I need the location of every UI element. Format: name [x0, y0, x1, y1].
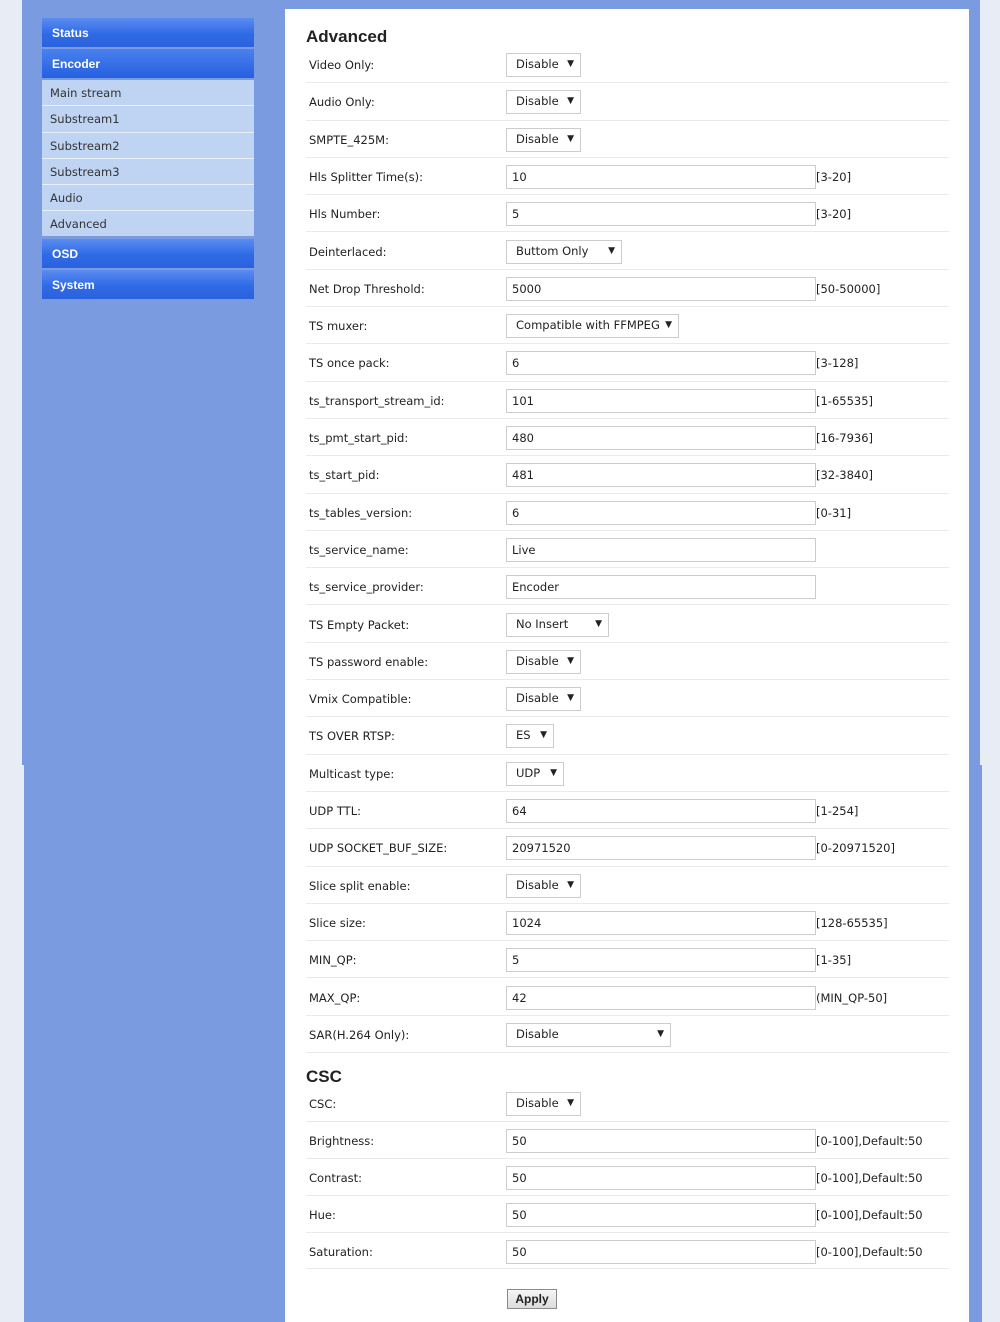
ts-muxer-select-value: Compatible with FFMPEG	[516, 318, 660, 333]
multicast-type-label: Multicast type:	[309, 766, 395, 781]
form-row	[306, 904, 949, 941]
hls-splitter-time-s-input[interactable]: 10	[506, 165, 816, 189]
sidebar-item-encoder[interactable]: Encoder	[42, 49, 254, 80]
sar-h-264-only-label: SAR(H.264 Only):	[309, 1027, 410, 1042]
hue-range-hint: [0-100],Default:50	[816, 1207, 923, 1222]
ts-service-provider-input[interactable]: Encoder	[506, 575, 816, 599]
ts-start-pid-input[interactable]: 481	[506, 463, 816, 487]
net-drop-threshold-input[interactable]: 5000	[506, 277, 816, 301]
slice-size-range-hint: [128-65535]	[816, 915, 888, 930]
form-row	[306, 195, 949, 232]
dropdown-arrow-icon: ▼	[567, 59, 574, 69]
ts-over-rtsp-select[interactable]	[506, 724, 554, 748]
vmix-compatible-select[interactable]	[506, 687, 581, 711]
audio-only-label: Audio Only:	[309, 95, 375, 110]
deinterlaced-label: Deinterlaced:	[309, 244, 387, 259]
min-qp-input[interactable]: 5	[506, 948, 816, 972]
apply-button[interactable]: Apply	[507, 1289, 557, 1309]
sidebar-subitem-main-stream[interactable]: Main stream	[42, 80, 254, 106]
ts-muxer-label: TS muxer:	[309, 319, 368, 334]
slice-split-enable-select[interactable]	[506, 874, 581, 898]
form-row	[306, 46, 949, 83]
ts-start-pid-range-hint: [32-3840]	[816, 468, 874, 483]
video-only-select[interactable]	[506, 53, 581, 77]
net-drop-threshold-label: Net Drop Threshold:	[309, 281, 425, 296]
slice-size-label: Slice size:	[309, 915, 366, 930]
ts-password-enable-select[interactable]	[506, 650, 581, 674]
ts-tables-version-input[interactable]: 6	[506, 501, 816, 525]
form-row	[306, 829, 949, 866]
ts-once-pack-label: TS once pack:	[309, 356, 390, 371]
contrast-range-hint: [0-100],Default:50	[816, 1170, 923, 1185]
ts-over-rtsp-label: TS OVER RTSP:	[309, 729, 395, 744]
form-row	[306, 1196, 949, 1233]
contrast-label: Contrast:	[309, 1170, 363, 1185]
sidebar-item-status[interactable]: Status	[42, 18, 254, 49]
deinterlaced-select-value: Buttom Only	[516, 243, 589, 258]
video-only-label: Video Only:	[309, 58, 375, 72]
ts-tables-version-label: ts_tables_version:	[309, 505, 413, 520]
settings-panel	[285, 9, 969, 1322]
ts-once-pack-range-hint: [3-128]	[816, 356, 859, 371]
sidebar-item-system[interactable]: System	[42, 270, 254, 301]
form-row	[306, 1233, 949, 1270]
hls-number-input[interactable]: 5	[506, 202, 816, 226]
sidebar-item-osd[interactable]: OSD	[42, 239, 254, 270]
hls-splitter-time-s-range-hint: [3-20]	[816, 169, 852, 184]
dropdown-arrow-icon: ▼	[550, 767, 557, 778]
form-row	[306, 233, 949, 270]
ts-empty-packet-select-value: No Insert	[516, 616, 569, 631]
form-row	[306, 270, 949, 307]
audio-only-select-value: Disable	[516, 94, 559, 109]
brightness-range-hint: [0-100],Default:50	[816, 1133, 923, 1148]
max-qp-input[interactable]: 42	[506, 986, 816, 1010]
dropdown-arrow-icon: ▼	[608, 245, 615, 256]
form-row	[306, 568, 949, 605]
max-qp-range-hint: (MIN_QP-50]	[816, 990, 888, 1005]
saturation-range-hint: [0-100],Default:50	[816, 1244, 923, 1259]
ts-muxer-select[interactable]	[506, 314, 679, 338]
ts-over-rtsp-select-value: ES	[516, 728, 531, 743]
ts-service-provider-label: ts_service_provider:	[309, 580, 424, 595]
sidebar-subitem-substream1[interactable]: Substream1	[42, 106, 254, 132]
udp-ttl-label: UDP TTL:	[309, 804, 361, 818]
form-row	[306, 83, 949, 120]
sidebar-subitem-audio[interactable]: Audio	[42, 185, 254, 211]
form-row	[306, 867, 949, 904]
udp-socket-buf-size-input[interactable]: 20971520	[506, 836, 816, 860]
csc-select-value: Disable	[516, 1096, 559, 1110]
slice-size-input[interactable]: 1024	[506, 911, 816, 935]
form-row	[306, 979, 949, 1016]
ts-service-name-input[interactable]: Live	[506, 538, 816, 562]
ts-transport-stream-id-label: ts_transport_stream_id:	[309, 393, 445, 408]
ts-pmt-start-pid-range-hint: [16-7936]	[816, 431, 874, 445]
ts-service-name-label: ts_service_name:	[309, 542, 409, 557]
brightness-input[interactable]: 50	[506, 1129, 816, 1153]
saturation-label: Saturation:	[309, 1244, 373, 1259]
form-row	[306, 680, 949, 717]
udp-socket-buf-size-range-hint: [0-20971520]	[816, 841, 895, 856]
video-only-select-value: Disable	[516, 57, 559, 71]
sar-h-264-only-select-value: Disable	[516, 1026, 559, 1041]
ts-empty-packet-select[interactable]	[506, 613, 609, 637]
dropdown-arrow-icon: ▼	[567, 1098, 574, 1108]
form-row	[306, 1016, 949, 1053]
dropdown-arrow-icon: ▼	[567, 655, 574, 666]
form-row	[306, 419, 949, 456]
ts-pmt-start-pid-label: ts_pmt_start_pid:	[309, 431, 409, 445]
form-row	[306, 344, 949, 381]
dropdown-arrow-icon: ▼	[540, 730, 547, 741]
form-row	[306, 382, 949, 419]
contrast-input[interactable]: 50	[506, 1166, 816, 1190]
hls-splitter-time-s-label: Hls Splitter Time(s):	[309, 169, 423, 184]
dropdown-arrow-icon: ▼	[567, 133, 574, 144]
min-qp-label: MIN_QP:	[309, 953, 357, 968]
udp-socket-buf-size-label: UDP SOCKET_BUF_SIZE:	[309, 841, 448, 856]
deinterlaced-select[interactable]	[506, 240, 622, 264]
form-row	[306, 494, 949, 531]
hue-label: Hue:	[309, 1207, 336, 1222]
section-title-advanced: Advanced	[306, 27, 388, 46]
section-title-csc: CSC	[306, 1067, 342, 1086]
form-row	[306, 606, 949, 643]
audio-only-select[interactable]	[506, 90, 581, 114]
vmix-compatible-label: Vmix Compatible:	[309, 692, 412, 707]
udp-ttl-range-hint: [1-254]	[816, 804, 859, 818]
smpte-425m-select[interactable]	[506, 128, 581, 152]
vmix-compatible-select-value: Disable	[516, 691, 559, 706]
ts-tables-version-range-hint: [0-31]	[816, 505, 852, 520]
dropdown-arrow-icon: ▼	[567, 879, 574, 890]
ts-password-enable-label: TS password enable:	[309, 654, 429, 669]
max-qp-label: MAX_QP:	[309, 990, 361, 1005]
ts-once-pack-input[interactable]: 6	[506, 351, 816, 375]
ts-empty-packet-label: TS Empty Packet:	[309, 617, 410, 632]
form-row	[306, 1122, 949, 1159]
ts-pmt-start-pid-input[interactable]: 480	[506, 426, 816, 450]
brightness-label: Brightness:	[309, 1133, 375, 1148]
ts-password-enable-select-value: Disable	[516, 653, 559, 668]
sar-h-264-only-select[interactable]	[506, 1023, 671, 1047]
dropdown-arrow-icon: ▼	[595, 618, 602, 629]
ts-start-pid-label: ts_start_pid:	[309, 468, 380, 483]
saturation-input[interactable]: 50	[506, 1240, 816, 1264]
min-qp-range-hint: [1-35]	[816, 953, 852, 968]
sidebar-subitem-substream2[interactable]: Substream2	[42, 133, 254, 159]
form-row	[306, 1085, 949, 1122]
sidebar-subitem-advanced[interactable]: Advanced	[42, 211, 254, 239]
form-row	[306, 121, 949, 158]
csc-label: CSC:	[309, 1097, 337, 1111]
form-row	[306, 158, 949, 195]
form-row	[306, 456, 949, 493]
multicast-type-select-value: UDP	[516, 765, 541, 780]
sidebar-nav	[42, 18, 254, 301]
dropdown-arrow-icon: ▼	[567, 693, 574, 704]
udp-ttl-input[interactable]: 64	[506, 799, 816, 823]
smpte-425m-label: SMPTE_425M:	[309, 132, 389, 147]
form-row	[306, 307, 949, 344]
dropdown-arrow-icon: ▼	[657, 1028, 664, 1039]
hls-number-range-hint: [3-20]	[816, 207, 852, 222]
form-row	[306, 531, 949, 568]
slice-split-enable-select-value: Disable	[516, 877, 559, 892]
multicast-type-select[interactable]	[506, 762, 564, 786]
dropdown-arrow-icon: ▼	[665, 320, 672, 331]
form-row	[306, 941, 949, 978]
form-row	[306, 755, 949, 792]
ts-transport-stream-id-range-hint: [1-65535]	[816, 393, 874, 408]
hue-input[interactable]: 50	[506, 1203, 816, 1227]
ts-transport-stream-id-input[interactable]: 101	[506, 389, 816, 413]
csc-select[interactable]	[506, 1092, 581, 1116]
form-row	[306, 717, 949, 754]
smpte-425m-select-value: Disable	[516, 131, 559, 146]
form-row	[306, 792, 949, 829]
net-drop-threshold-range-hint: [50-50000]	[816, 281, 881, 296]
sidebar-subitem-substream3[interactable]: Substream3	[42, 159, 254, 185]
dropdown-arrow-icon: ▼	[567, 96, 574, 107]
form-row	[306, 1159, 949, 1196]
form-row	[306, 643, 949, 680]
hls-number-label: Hls Number:	[309, 207, 381, 222]
slice-split-enable-label: Slice split enable:	[309, 878, 411, 893]
